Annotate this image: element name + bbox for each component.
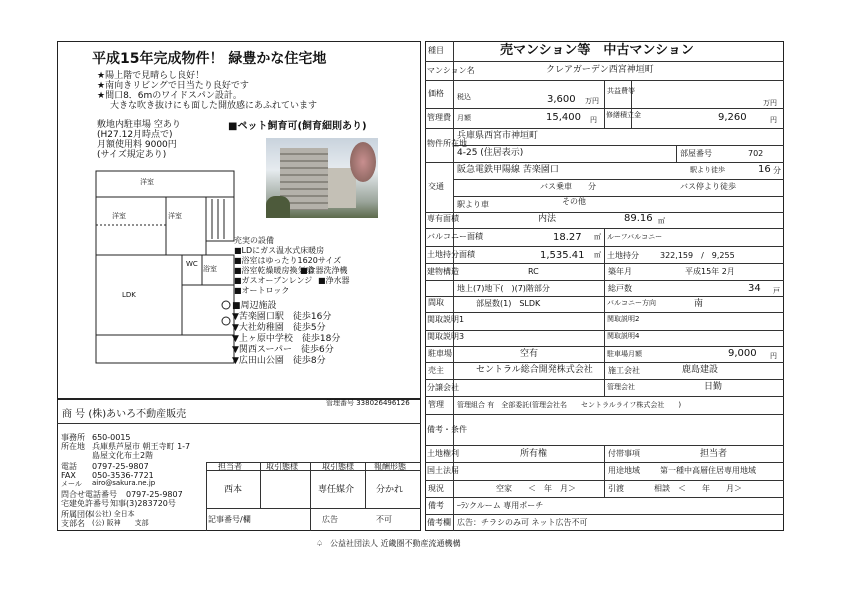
floor-plan <box>90 165 240 383</box>
surroundings-title: ■周辺施設 <box>232 301 277 311</box>
manager-value: 日勤 <box>704 382 723 392</box>
land-value: 1,535.41 <box>540 250 585 261</box>
floors-value: 地上(7)地下( )(7)階部分 <box>457 284 550 293</box>
law-label: 国土法届 <box>427 466 459 475</box>
rights-label: 土地権利 <box>427 449 459 458</box>
parking-fee-unit: 円 <box>770 352 777 360</box>
plan-label-3: 洋室 <box>168 212 182 220</box>
price-tax: 税込 <box>457 93 471 101</box>
reserve-label: 付帯事項 <box>608 449 640 458</box>
roof-label: ルーフバルコニー <box>607 233 663 241</box>
builder-label: 施工会社 <box>608 366 640 375</box>
facility-7: ■オートロック <box>234 286 290 295</box>
structure-value: RC <box>528 267 539 276</box>
location-label: 物件所在地 <box>427 139 467 148</box>
built-value: 平成15年 2月 <box>685 267 735 276</box>
notes-label: 備考・条件 <box>427 425 467 434</box>
units-value: 34 <box>748 283 761 294</box>
address-value: 4-25 (住居表示) <box>457 148 524 158</box>
facilities-title: 充実の設備 <box>234 236 274 245</box>
facility-4: ■食器洗浄機 <box>300 266 348 275</box>
ad-field-label: 備考欄 <box>427 518 451 527</box>
price-label: 価格 <box>428 89 444 98</box>
agent-tel-value: 0797-25-9807 <box>92 462 149 471</box>
plan-label-4: LDK <box>122 291 136 299</box>
zone-value: 第一種中高層住居専用地域 <box>660 466 756 475</box>
mgmt-value: 15,400 <box>546 112 581 123</box>
status-value: 空家 ＜ 年 月＞ <box>496 484 576 493</box>
surrounding-1: ▼苦楽園口駅 徒歩16分 <box>232 312 332 322</box>
direction-value: 南 <box>694 299 704 309</box>
layout-label: 間取 <box>428 298 444 307</box>
point-1: ★陽上階で見晴らし良好！ <box>97 71 205 81</box>
point-4: 大きな吹き抜けにも面した開放感にあふれています <box>110 101 318 111</box>
agent-inquiry-value: 0797-25-9807 <box>126 490 183 499</box>
staff-name: 西本 <box>224 485 243 495</box>
share-value: 322,159 / 9,255 <box>660 251 735 260</box>
mgmt-form-value: 管理組合 有 全部委託(管理会社名 セントラルライフ株式会社 ) <box>457 401 682 409</box>
land-unit: ㎡ <box>594 251 601 259</box>
surrounding-2: ▼大社幼稚園 徒歩5分 <box>232 323 326 333</box>
structure-label: 建物構造 <box>427 267 459 276</box>
rights-value: 所有権 <box>520 449 548 459</box>
facility-5: ■ガスオーブンレンジ <box>234 276 313 285</box>
agent-office-value: 650-0015 <box>92 433 131 442</box>
plan-label-2: 洋室 <box>112 212 126 220</box>
seller-value: セントラル総合開発株式会社 <box>476 365 593 375</box>
surrounding-5: ▼広田山公園 徒歩8分 <box>232 356 326 366</box>
equip-label: 備考 <box>428 501 444 510</box>
plan-label-1: 洋室 <box>140 178 154 186</box>
location-value: 兵庫県西宮市神垣町 <box>457 131 539 141</box>
staff-header-4: 報酬形態 <box>374 462 406 471</box>
plan-label-5: 浴室 <box>203 265 217 273</box>
mgmt-unit: 円 <box>590 116 597 124</box>
mgmt-label: 管理費 <box>427 113 451 122</box>
manager-label: 管理会社 <box>607 383 635 391</box>
price-extra-unit: 万円 <box>763 99 777 107</box>
repair-value: 9,260 <box>718 112 747 123</box>
station: 阪急電鉄甲陽線 苦楽園口 <box>457 165 559 175</box>
ad-field-value: 広告：チラシのみ可 ネット広告不可 <box>457 518 588 527</box>
building-photo <box>266 138 378 218</box>
ad-value: 不可 <box>376 515 392 524</box>
agent-fax-label: FAX <box>61 471 76 480</box>
agent-address-value: 兵庫県芦屋市 朝王寺町 1-7 <box>92 442 191 451</box>
rel4-label: 関取説明4 <box>607 332 640 340</box>
surrounding-3: ▼上ヶ原中学校 徒歩18分 <box>232 334 341 344</box>
repair-label: 修繕積立金 <box>606 111 641 119</box>
builder-value: 鹿島建設 <box>682 365 719 375</box>
reserve-value: 担当者 <box>700 449 728 459</box>
agent-branch-value: (公) 阪神 支部 <box>92 519 149 527</box>
plan-label-6: WC <box>186 260 198 268</box>
footer: 公益社団法人 近畿圏不動産流通機構 <box>330 539 461 548</box>
mgmt-sub: 月額 <box>457 114 471 122</box>
mgmt-form-label: 管理 <box>428 400 444 409</box>
balcony-unit: ㎡ <box>594 233 601 241</box>
parking-fee-value: 9,000 <box>728 348 757 359</box>
agent-license-label: 宅建免許番号 <box>61 499 109 508</box>
seller-label: 売主 <box>428 366 444 375</box>
parking-note-2: (H27.12月時点で) <box>97 130 173 140</box>
price-extra-label: 共益費等 <box>607 87 635 95</box>
parking-label: 駐車場 <box>428 349 452 358</box>
built-label: 築年月 <box>608 267 632 276</box>
footer-logo-icon: ♤ <box>316 539 324 548</box>
walk-value: 16 <box>758 164 771 175</box>
reg-number: 管理番号 338026496126 <box>326 399 410 407</box>
type-value: 売マンション等 中古マンション <box>500 43 694 58</box>
balcony-label: バルコニー面積 <box>427 232 483 241</box>
area-type: 内法 <box>538 214 557 224</box>
parking-fee-label: 駐車場月額 <box>607 350 642 358</box>
walk-label: 駅より徒歩 <box>690 166 725 174</box>
handover-value: 相談 ＜ 年 月＞ <box>654 484 742 493</box>
bus-text: バス乗車 分 <box>540 182 596 191</box>
facility-2: ■浴室はゆったり1620サイズ <box>234 256 342 265</box>
other: その他 <box>562 197 586 206</box>
equip-value: ｰﾗﾝクルーム 専用ポーチ <box>457 501 544 510</box>
lot-label: 分譲会社 <box>427 383 459 392</box>
agent-license-value: 知事(3)283720号 <box>110 499 176 508</box>
type-label: 種目 <box>428 46 444 55</box>
direction-label: バルコニー方向 <box>607 299 656 307</box>
station2: 駅より車 <box>457 200 489 209</box>
agent-office-label: 事務所 <box>61 433 85 442</box>
agent-mail-label: メール <box>61 480 82 488</box>
rel1-label: 関取説明1 <box>427 315 465 324</box>
staff-fee: 分かれ <box>376 485 404 495</box>
room-value: 702 <box>748 149 764 158</box>
staff-mode: 専任媒介 <box>318 485 355 495</box>
share-label: 土地持分 <box>607 251 639 260</box>
agent-assoc-value: (公社) 全日本 <box>92 510 135 518</box>
rel3-label: 関取説明3 <box>427 332 465 341</box>
repair-unit: 円 <box>770 116 777 124</box>
ad-label: 広告 <box>322 515 338 524</box>
agent-address2-value: 島屋文化布土2階 <box>92 451 154 460</box>
point-3: ★間口8．6mのワイドスパン設計。 <box>97 91 242 101</box>
land-label: 土地持分面積 <box>427 250 475 259</box>
agent-address-label: 所在地 <box>61 442 85 451</box>
area-unit: ㎡ <box>658 217 665 225</box>
handover-label: 引渡 <box>608 484 624 493</box>
walk-unit: 分 <box>773 166 781 175</box>
staff-header-3: 取引態様 <box>322 462 354 471</box>
name-value: クレアガーデン西宮神垣町 <box>546 65 654 75</box>
facility-3: ■浴室乾燥暖房換気扇 <box>234 266 314 275</box>
price-unit: 万円 <box>585 97 599 105</box>
price-value: 3,600 <box>547 94 576 105</box>
parking-note-1: 敷地内駐車場 空あり <box>97 120 181 130</box>
bus-walk: バス停より徒歩 <box>680 182 736 191</box>
agent-mail-value: airo@sakura.ne.jp <box>92 479 156 487</box>
staff-header-1: 担当者 <box>218 462 242 471</box>
point-2: ★南向きリビングで日当たり良好です <box>97 81 249 91</box>
agent-branch-label: 支部名 <box>61 519 85 528</box>
company-name: 商 号 (株)あいろ不動産販売 <box>62 409 187 420</box>
area-label: 専有面積 <box>427 214 459 223</box>
balcony-value: 18.27 <box>553 232 582 243</box>
units-label: 総戸数 <box>608 284 632 293</box>
staff-header-2: 取引態様 <box>266 462 298 471</box>
agent-fax-value: 050-3536-7721 <box>92 471 154 480</box>
parking-value: 空有 <box>520 349 539 359</box>
access-label: 交通 <box>428 182 444 191</box>
rel2-label: 関取説明2 <box>607 315 640 323</box>
area-value: 89.16 <box>624 213 653 224</box>
zone-label: 用途地域 <box>608 466 640 475</box>
agent-tel-label: 電話 <box>61 462 77 471</box>
facility-1: ■LDにガス温水式床暖房 <box>234 246 325 255</box>
remark-label: 記事番号/欄 <box>208 515 251 524</box>
status-label: 現況 <box>428 484 444 493</box>
room-label: 部屋番号 <box>680 149 712 158</box>
surrounding-4: ▼関西スーパー 徒歩6分 <box>232 345 334 355</box>
layout-value: 部屋数(1) SLDK <box>476 299 541 308</box>
units-unit: 戸 <box>773 287 780 295</box>
agent-assoc-label: 所属団体 <box>61 510 93 519</box>
headline: 平成15年完成物件！ 緑豊かな住宅地 <box>92 51 327 67</box>
agent-inquiry-label: 問合せ電話番号 <box>61 490 117 499</box>
parking-note-3: 月額使用料 9000円 <box>97 140 177 150</box>
pet-note: ■ペット飼育可(飼育細則あり) <box>228 121 367 132</box>
facility-6: ■浄水器 <box>318 276 350 285</box>
name-label: マンション名 <box>427 66 475 75</box>
parking-note-4: (サイズ規定あり) <box>97 150 167 160</box>
